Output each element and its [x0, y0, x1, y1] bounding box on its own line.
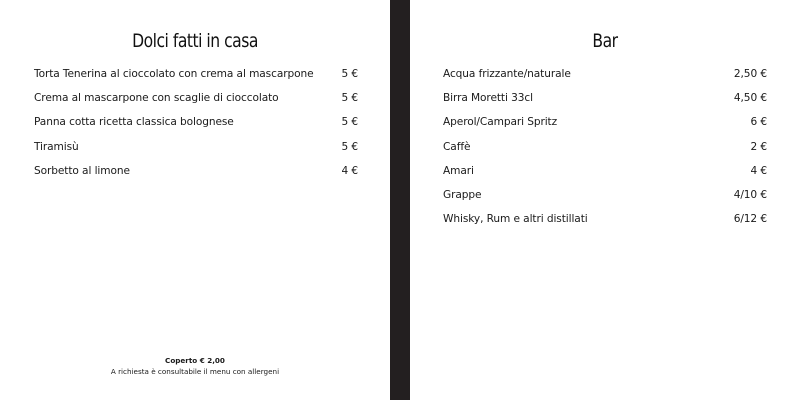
- item-name: Acqua frizzante/naturale: [443, 68, 571, 80]
- item-name: Caffè: [443, 140, 471, 153]
- menu-page-bar: [410, 0, 800, 400]
- list-item: [443, 116, 767, 140]
- section-title-desserts: Dolci fatti in casa: [132, 30, 258, 52]
- menu-page-desserts: [0, 0, 390, 400]
- item-name: Torta Tenerina al cioccolato con crema al mascarpone: [34, 68, 314, 80]
- item-name: Panna cotta ricetta classica bolognese: [34, 116, 234, 129]
- item-price: 6/12 €: [733, 213, 767, 226]
- list-item: [443, 141, 767, 165]
- list-item: [443, 165, 767, 189]
- list-item: [443, 213, 767, 237]
- page-divider: [390, 0, 410, 400]
- list-item: [34, 116, 358, 140]
- item-price: 5 €: [341, 92, 358, 105]
- bar-list: [443, 68, 767, 237]
- item-name: Aperol/Campari Spritz: [443, 116, 558, 129]
- list-item: [34, 141, 358, 165]
- dessert-list: [34, 68, 358, 189]
- item-price: 5 €: [341, 140, 358, 153]
- list-item: [443, 92, 767, 116]
- menu-footer: [0, 355, 390, 377]
- item-name: Grappe: [443, 188, 482, 201]
- list-item: [443, 68, 767, 92]
- item-name: Whisky, Rum e altri distillati: [443, 213, 588, 226]
- item-price: 2 €: [750, 140, 767, 153]
- item-price: 6 €: [750, 116, 767, 129]
- list-item: [34, 92, 358, 116]
- item-name: Tiramisù: [34, 140, 79, 153]
- item-price: 4 €: [341, 164, 358, 177]
- item-name: Amari: [443, 164, 474, 177]
- item-price: 4 €: [750, 164, 767, 177]
- cover-charge: Coperto € 2,00: [165, 356, 225, 365]
- allergen-note: A richiesta è consultabile il menu con allergeni: [110, 367, 280, 376]
- section-title-bar: Bar: [592, 30, 618, 52]
- list-item: [34, 68, 358, 92]
- item-name: Crema al mascarpone con scaglie di cioccolato: [34, 92, 279, 105]
- item-price: 4,50 €: [733, 92, 767, 105]
- item-price: 5 €: [341, 116, 358, 129]
- list-item: [443, 189, 767, 213]
- item-price: 5 €: [341, 68, 358, 80]
- item-price: 4/10 €: [733, 188, 767, 201]
- item-price: 2,50 €: [733, 68, 767, 80]
- list-item: [34, 165, 358, 189]
- item-name: Sorbetto al limone: [34, 164, 130, 177]
- item-name: Birra Moretti 33cl: [443, 92, 533, 105]
